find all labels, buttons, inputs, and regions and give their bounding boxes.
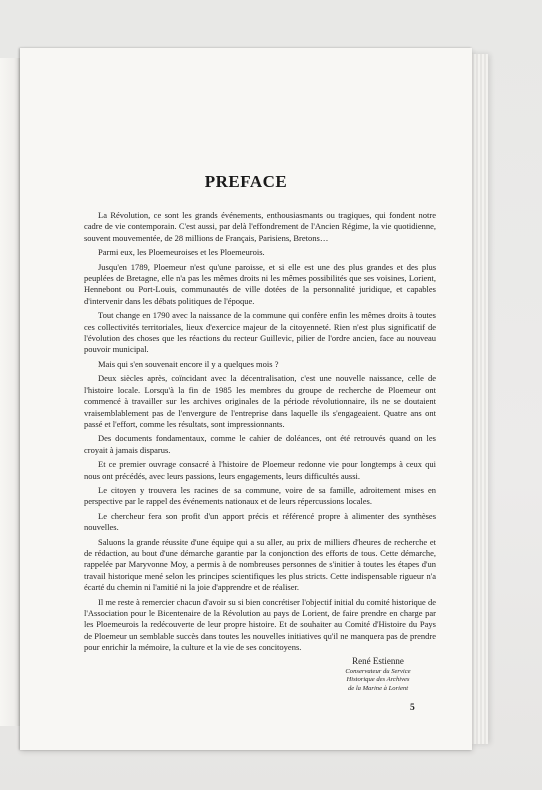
- paragraph: Mais qui s'en souvenait encore il y a quelques mois ?: [98, 358, 279, 369]
- paragraph: Le citoyen y trouvera les racines de sa commune, voire de sa famille, adroitement mises en perspective par le rappel des événements nationaux et de leurs répercussions locales.: [84, 484, 436, 507]
- paragraph: Tout change en 1790 avec la naissance de la commune qui confère enfin les mêmes droits à toutes ces collectivités territoriales, lieux d'exercice majeur de la citoyenneté. Rien n'est plus significatif de l'évolution des choses que les réactions du recteur Guillevic, pilier de l'ordre ancien, face au nouveau pouvoir municipal.: [84, 310, 436, 355]
- paragraph: Il me reste à remercier chacun d'avoir su si bien concrétiser l'objectif initial du comité historique de l'Association pour le Bicentenaire de la Révolution au pays de Lorient, de faire prendre en charge par les Ploemeurois la redécouverte de leur propre histoire. Et de souhaiter au Comité d'Histoire du Pays de Ploemeur un semblable succès dans toutes les nouvelles initiatives qu'il ne manquera pas de prendre pour enrichir la mémoire, la culture et la vie de ses concitoyens.: [84, 596, 436, 653]
- signature-role-line: Historique des Archives: [346, 676, 410, 684]
- paragraph: Parmi eux, les Ploemeuroises et les Ploemeurois.: [98, 247, 265, 258]
- signature-block: [318, 656, 438, 693]
- preface-body: [84, 210, 436, 657]
- paragraph: Deux siècles après, coïncidant avec la décentralisation, c'est une nouvelle naissance, celle de l'histoire locale. Lorsqu'à la fin de 1985 les membres du groupe de recherche de Ploemeur ont commencé à travailler sur les archives originales de la période révolutionnaire, ils ne se doutaient vraisemblablement pas de l'envergure de l'entreprise dans laquelle ils s'engageaient. Quatre ans ont passé et l'effort, comme les résultats, sont impressionnants.: [84, 373, 436, 429]
- facing-page-edge: [0, 58, 20, 726]
- paragraph: Des documents fondamentaux, comme le cahier de doléances, ont été retrouvés quand on les croyait à jamais disparus.: [84, 433, 436, 455]
- signature-role-line: Conservateur du Service: [345, 668, 411, 675]
- page-title: PREFACE: [204, 172, 288, 191]
- paragraph: Saluons la grande réussite d'une équipe qui a su aller, au prix de milliers d'heures de recherche et de rédaction, au bout d'une démarche garantie par la conjonction des efforts de tous. Cette démarche, rappelée par Maryvonne Moy, a permis à de nombreuses personnes de s'initier à toutes les étapes d'un travail historique mené selon les principes scientifiques les plus stricts. Cette indispensable rigueur n'a écarté du chemin ni l'amitié ni la joie d'apprendre et de réaliser.: [84, 536, 436, 593]
- paragraph: La Révolution, ce sont les grands événements, enthousiasmants ou tragiques, qui fondent notre cadre de vie contemporain. C'est aussi, par delà l'effondrement de l'Ancien Régime, la vie quotidienne, souvent mouvementée, de 28 millions de Français, Parisiens, Bretons…: [84, 210, 436, 243]
- paragraph: Jusqu'en 1789, Ploemeur n'est qu'une paroisse, et si elle est une des plus grandes et des plus peuplées de Bretagne, elle n'a pas les mêmes droits ni les mêmes possibilités que ses voisines, Lorient, Hennebont ou Port-Louis, communautés de ville dotées de la personnalité juridique, et capables d'intervenir dans les débats politiques de l'époque.: [84, 261, 436, 306]
- page-stack-edge: [470, 54, 488, 744]
- signature-role-line: de la Marine à Lorient: [347, 684, 409, 692]
- paragraph: Et ce premier ouvrage consacré à l'histoire de Ploemeur redonne vie pour longtemps à ceux qui nous ont précédés, avec leurs passions, leurs engagements, leurs difficultés aussi.: [84, 459, 436, 481]
- page-number: 5: [410, 703, 415, 713]
- signature-name: René Estienne: [352, 656, 404, 666]
- book-page: [20, 48, 472, 750]
- paragraph: Le chercheur fera son profit d'un apport précis et référencé propre à alimenter des synthèses nouvelles.: [84, 510, 436, 533]
